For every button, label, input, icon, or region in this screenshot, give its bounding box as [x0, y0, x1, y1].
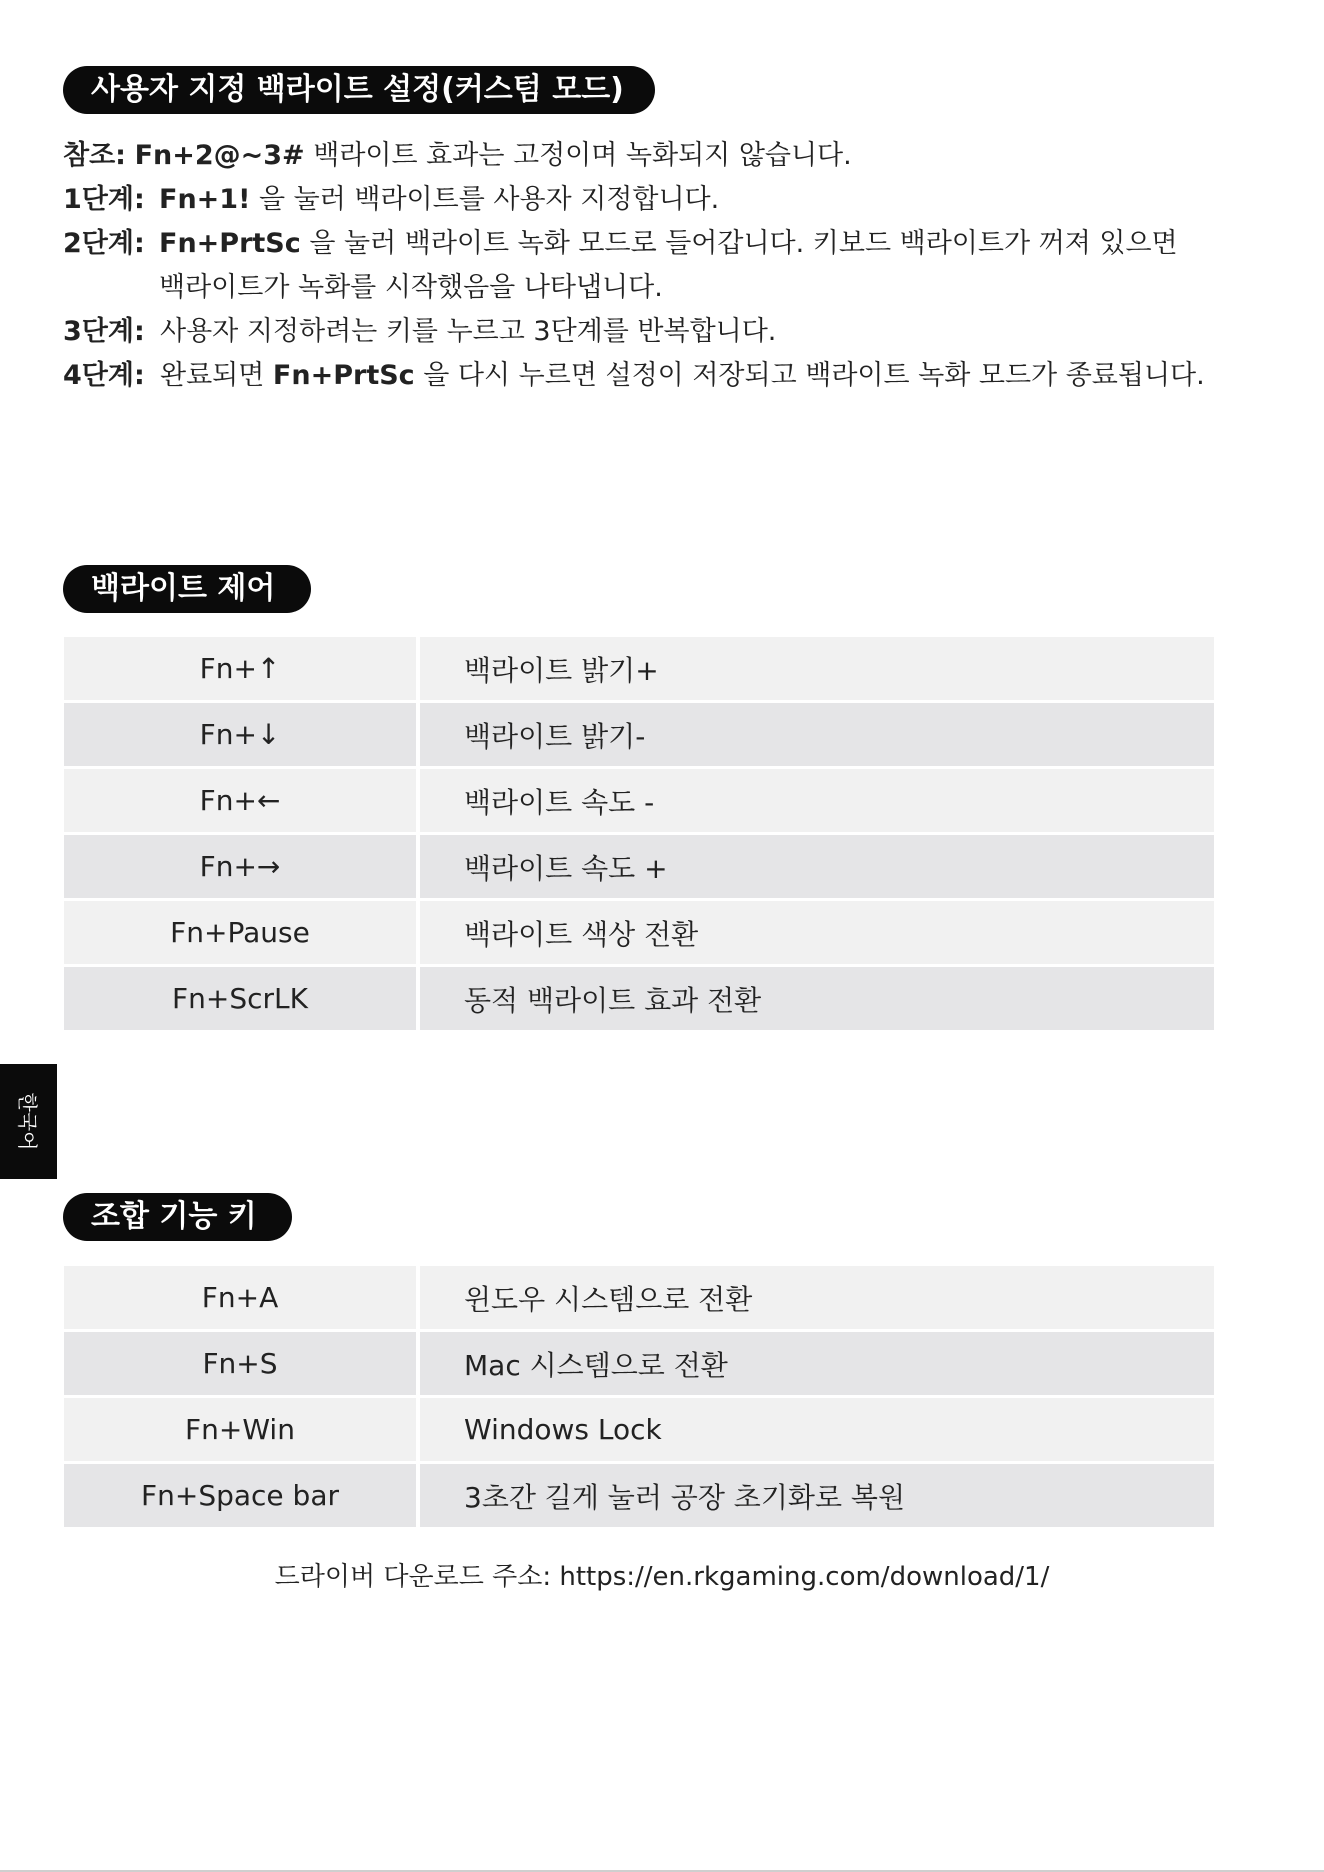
- step-1-key: Fn+1!: [159, 184, 251, 215]
- desc-cell: 3초간 길게 눌러 공장 초기화로 복원: [418, 1463, 1214, 1529]
- key-cell: Fn+→: [64, 834, 418, 900]
- desc-cell: 백라이트 색상 전환: [418, 900, 1214, 966]
- step-4-key: Fn+PrtSc: [272, 360, 415, 391]
- table-row: [64, 834, 1214, 900]
- key-cell: Fn+↓: [64, 702, 418, 768]
- step-2: [63, 222, 1263, 266]
- step-3: [63, 310, 1263, 354]
- table-row: [64, 1331, 1214, 1397]
- section-title-backlight-control: 백라이트 제어: [63, 565, 311, 613]
- desc-cell: 백라이트 밝기-: [418, 702, 1214, 768]
- key-cell: Fn+←: [64, 768, 418, 834]
- table-row: [64, 900, 1214, 966]
- step-2-text: 을 눌러 백라이트 녹화 모드로 들어갑니다. 키보드 백라이트가 꺼져 있으면: [300, 228, 1178, 259]
- step-1-label: 1단계:: [63, 184, 145, 215]
- step-4-text: 을 다시 누르면 설정이 저장되고 백라이트 녹화 모드가 종료됩니다.: [414, 360, 1205, 391]
- table-row: [64, 1266, 1214, 1331]
- table-row: [64, 1397, 1214, 1463]
- desc-cell: Mac 시스템으로 전환: [418, 1331, 1214, 1397]
- desc-cell: 백라이트 속도 +: [418, 834, 1214, 900]
- step-1-text: 을 눌러 백라이트를 사용자 지정합니다.: [250, 184, 720, 215]
- driver-download-url[interactable]: https://en.rkgaming.com/download/1/: [559, 1562, 1050, 1592]
- step-4-label: 4단계:: [63, 360, 145, 391]
- key-cell: Fn+Pause: [64, 900, 418, 966]
- note-line: [63, 134, 1263, 178]
- driver-download-label: 드라이버 다운로드 주소:: [274, 1562, 560, 1592]
- language-side-tab: [0, 1064, 57, 1179]
- step-4: [63, 354, 1263, 398]
- key-cell: Fn+Space bar: [64, 1463, 418, 1529]
- key-cell: Fn+↑: [64, 637, 418, 702]
- custom-backlight-steps: [63, 134, 1263, 398]
- key-cell: Fn+S: [64, 1331, 418, 1397]
- desc-cell: 윈도우 시스템으로 전환: [418, 1266, 1214, 1331]
- desc-cell: 동적 백라이트 효과 전환: [418, 966, 1214, 1032]
- key-cell: Fn+ScrLK: [64, 966, 418, 1032]
- desc-cell: Windows Lock: [418, 1397, 1214, 1463]
- step-2-label: 2단계:: [63, 228, 145, 259]
- step-3-text: 사용자 지정하려는 키를 누르고 3단계를 반복합니다.: [160, 316, 777, 347]
- desc-cell: 백라이트 속도 -: [418, 768, 1214, 834]
- step-2-key: Fn+PrtSc: [159, 228, 301, 259]
- table-row: [64, 637, 1214, 702]
- step-1: [63, 178, 1263, 222]
- step-3-label: 3단계:: [63, 316, 145, 347]
- note-text: 백라이트 효과는 고정이며 녹화되지 않습니다.: [304, 140, 852, 171]
- section-title-custom-backlight: 사용자 지정 백라이트 설정(커스텀 모드): [63, 66, 655, 114]
- desc-cell: 백라이트 밝기+: [418, 637, 1214, 702]
- key-cell: Fn+A: [64, 1266, 418, 1331]
- step-2-continued: [63, 266, 1263, 310]
- table-row: [64, 702, 1214, 768]
- section-title-combo-keys: 조합 기능 키: [63, 1193, 292, 1241]
- step-2-text-continued: 백라이트가 녹화를 시작했음을 나타냅니다.: [159, 272, 663, 303]
- backlight-control-table: [64, 637, 1214, 1033]
- combo-keys-table: [64, 1266, 1214, 1530]
- language-label: 한국어: [15, 1092, 39, 1151]
- table-row: [64, 1463, 1214, 1529]
- table-row: [64, 768, 1214, 834]
- note-label: 참조:: [63, 140, 126, 171]
- key-cell: Fn+Win: [64, 1397, 418, 1463]
- note-key: Fn+2@~3#: [134, 140, 305, 171]
- step-4-pre: 완료되면: [160, 360, 273, 391]
- table-row: [64, 966, 1214, 1032]
- driver-download: [0, 1556, 1324, 1593]
